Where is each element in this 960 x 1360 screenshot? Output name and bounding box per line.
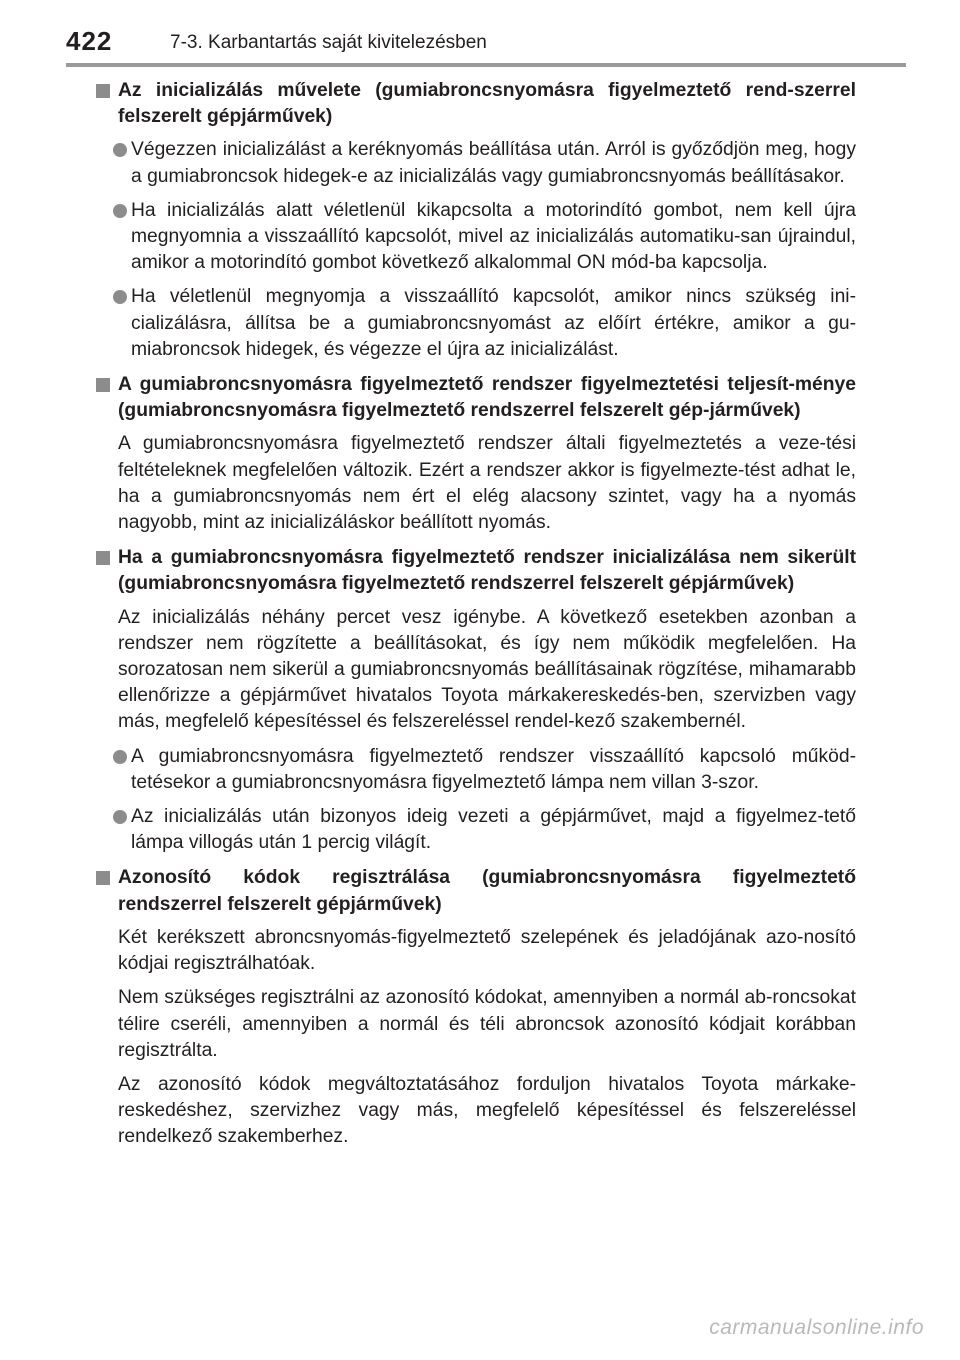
chapter-title: 7-3. Karbantartás saját kivitelezésben [170,32,487,53]
square-bullet-icon [96,378,110,392]
list-item: Végezzen inicializálást a keréknyomás beállítása után. Arról is győződjön meg, hogy a gumiabroncsok hidegek-e az inicializálás vagy gumiabroncsnyomás beállításakor. [96,137,856,189]
paragraph: Nem szükséges regisztrálni az azonosító kódokat, amennyiben a normál ab-roncsokat télire cseréli, amennyiben a normál és téli abroncsok azonosító kódjait korábban regisztrálta. [118,987,856,1061]
section-heading: Az inicializálás művelete (gumiabroncsnyomásra figyelmeztető rend-szerrel felszerelt gépjárművek) [96,78,856,130]
section-warning-performance [96,372,856,536]
paragraph: Az azonosító kódok megváltoztatásához forduljon hivatalos Toyota márkake-reskedéshez, szervizhez vagy más, megfelelő képesítéssel és felszereléssel rendelkező szakemberhez. [118,1073,856,1148]
page-number: 422 [66,26,113,56]
square-bullet-icon [96,551,110,565]
section-heading: Azonosító kódok regisztrálása (gumiabroncsnyomásra figyelmeztető rendszerrel felszerelt gépjárművek) [96,865,856,917]
section-id-code-registration [96,865,856,1150]
section-heading: A gumiabroncsnyomásra figyelmeztető rendszer figyelmeztetési teljesít-ménye (gumiabroncsnyomásra figyelmeztető rendszerrel felszerelt gép-járművek) [96,372,856,424]
round-bullet-icon [113,810,127,824]
paragraph: Két kerékszett abroncsnyomás-figyelmeztető szelepének és jeladójának azo-nosító kódjai regisztrálhatóak. [118,926,856,975]
section-initialization-failed [96,545,856,856]
square-bullet-icon [96,84,110,98]
square-bullet-icon [96,871,110,885]
section-initialization-procedure [96,78,856,363]
list-item: A gumiabroncsnyomásra figyelmeztető rendszer visszaállító kapcsoló működ-tetésekor a gumiabroncsnyomásra figyelmeztető lámpa nem villan 3-szor. [96,744,856,796]
watermark: carmanualsonline.info [709,1316,924,1339]
paragraph: Az inicializálás néhány percet vesz igénybe. A következő esetekben azonban a rendszer nem rögzítette a beállításokat, és így nem működik megfelelően. Ha sorozatosan nem sikerül a gumiabroncsnyomás beállításainak rögzítése, mihamarabb ellenőrizze a gépjárművet hivatalos Toyota márkakereskedés-ben, szervizben vagy más, megfelelő képesítéssel és felszereléssel rendel-kező szakembernél. [118,606,856,733]
list-item: Ha véletlenül megnyomja a visszaállító kapcsolót, amikor nincs szükség ini-cializálásra, állítsa be a gumiabroncsnyomást az előírt értékre, amikor a gu-miabroncsok hidegek, és végezze el újra az inicializálást. [96,284,856,363]
section-heading: Ha a gumiabroncsnyomásra figyelmeztető rendszer inicializálása nem sikerült (gumiabroncsnyomásra figyelmeztető rendszerrel felszerelt gépjárművek) [96,545,856,597]
list-item: Ha inicializálás alatt véletlenül kikapcsolta a motorindító gombot, nem kell újra megnyomnia a visszaállító kapcsolót, mivel az inicializálás automatiku-san újraindul, amikor a motorindító gombot következő alkalommal ON mód-ba kapcsolja. [96,198,856,277]
paragraph: A gumiabroncsnyomásra figyelmeztető rendszer általi figyelmeztetés a veze-tési feltételeknek megfelelően változik. Ezért a rendszer akkor is figyelmezte-tést adhat le, ha a gumiabroncsnyomás nem ért el elég alacsony szintet, vagy ha a nyomás nagyobb, mint az inicializáláskor beállított nyomás. [118,433,856,534]
round-bullet-icon [113,750,127,764]
round-bullet-icon [113,290,127,304]
page-header [66,26,906,62]
list-item: Az inicializálás után bizonyos ideig vezeti a gépjárművet, majd a figyelmez-tető lámpa villogás után 1 percig világít. [96,804,856,856]
page-content [96,78,856,1160]
round-bullet-icon [113,204,127,218]
header-rule [66,63,906,67]
round-bullet-icon [113,143,127,157]
